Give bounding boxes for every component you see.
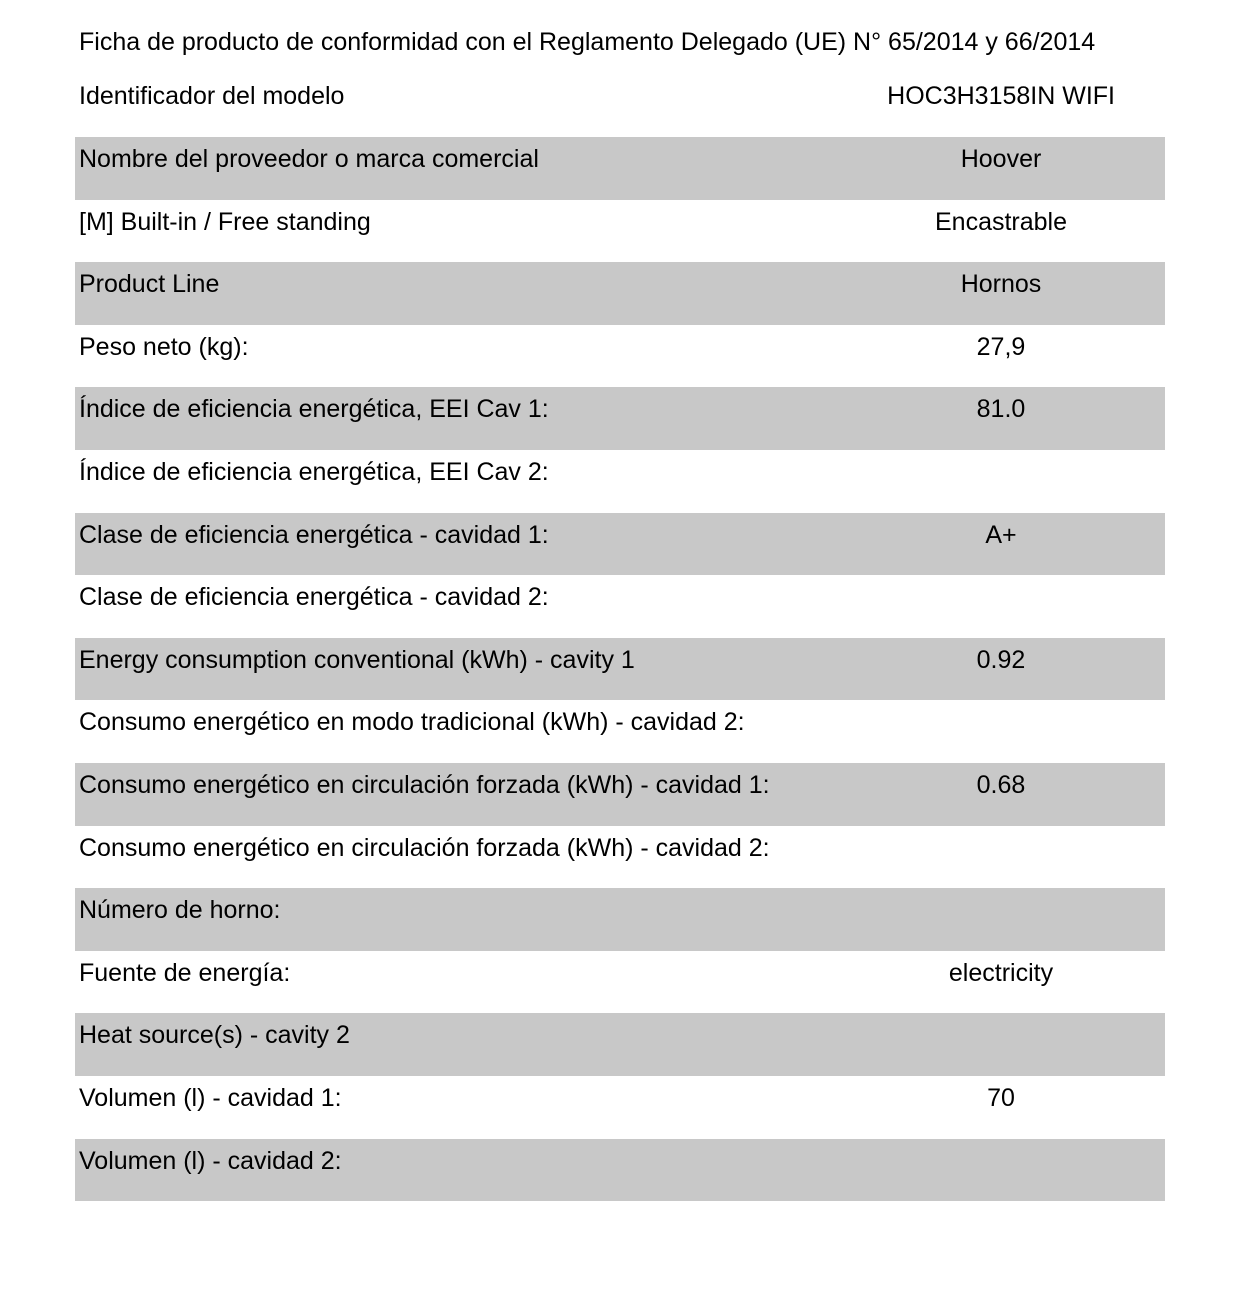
spec-label: Product Line [79, 270, 220, 299]
spec-row-volume-cav1 [75, 1076, 1165, 1139]
spec-row-energy-source [75, 951, 1165, 1014]
spec-row-conventional-consumption-cav1 [75, 638, 1165, 701]
spec-label: Índice de eficiencia energética, EEI Cav 2: [79, 457, 549, 486]
spec-row-product-line [75, 262, 1165, 325]
spec-value: 0.92 [976, 645, 1026, 674]
spec-label: Consumo energético en circulación forzada (kWh) - cavidad 1: [79, 770, 770, 799]
spec-value: Hornos [960, 270, 1042, 299]
model-identifier-value: HOC3H3158IN WIFI [887, 82, 1115, 110]
spec-value: 0.68 [976, 770, 1026, 799]
spec-row-conventional-consumption-cav2 [75, 700, 1165, 763]
spec-value: 81.0 [976, 395, 1026, 424]
spec-row-energy-class-cav1 [75, 513, 1165, 576]
spec-value: Encastrable [934, 207, 1068, 236]
spec-row-volume-cav2 [75, 1139, 1165, 1202]
spec-label: Consumo energético en circulación forzada (kWh) - cavidad 2: [79, 833, 770, 862]
spec-value: Hoover [960, 145, 1042, 173]
spec-value: 70 [987, 1083, 1015, 1112]
spec-row-oven-number [75, 888, 1165, 951]
spec-value: A+ [985, 520, 1017, 549]
spec-row-forced-air-consumption-cav1 [75, 763, 1165, 826]
document-title: Ficha de producto de conformidad con el Reglamento Delegado (UE) N° 65/2014 y 66/2014 [79, 28, 1096, 56]
spec-row-net-weight [75, 325, 1165, 388]
spec-row-forced-air-consumption-cav2 [75, 826, 1165, 889]
spec-label: Volumen (l) - cavidad 1: [79, 1083, 342, 1112]
spec-label: Fuente de energía: [79, 958, 291, 987]
spec-label: Clase de eficiencia energética - cavidad 2: [79, 583, 549, 612]
product-spec-table [75, 137, 1165, 1201]
spec-row-eei-cav1 [75, 387, 1165, 450]
spec-row-supplier [75, 137, 1165, 200]
spec-label: Volumen (l) - cavidad 2: [79, 1146, 342, 1175]
model-identifier-label: Identificador del modelo [79, 82, 345, 110]
spec-label: Peso neto (kg): [79, 332, 249, 361]
spec-row-energy-class-cav2 [75, 575, 1165, 638]
spec-label: Número de horno: [79, 896, 281, 925]
spec-value: electricity [948, 958, 1054, 987]
spec-row-heat-source-cav2 [75, 1013, 1165, 1076]
spec-label: Energy consumption conventional (kWh) - cavity 1 [79, 645, 635, 674]
spec-label: [M] Built-in / Free standing [79, 207, 371, 236]
model-identifier-row [79, 78, 1165, 114]
spec-label: Consumo energético en modo tradicional (kWh) - cavidad 2: [79, 708, 745, 737]
spec-label: Nombre del proveedor o marca comercial [79, 145, 539, 173]
spec-label: Índice de eficiencia energética, EEI Cav 1: [79, 395, 549, 424]
spec-row-built-in [75, 200, 1165, 263]
spec-row-eei-cav2 [75, 450, 1165, 513]
spec-label: Clase de eficiencia energética - cavidad 1: [79, 520, 549, 549]
spec-value: 27,9 [976, 332, 1026, 361]
spec-label: Heat source(s) - cavity 2 [79, 1021, 350, 1050]
